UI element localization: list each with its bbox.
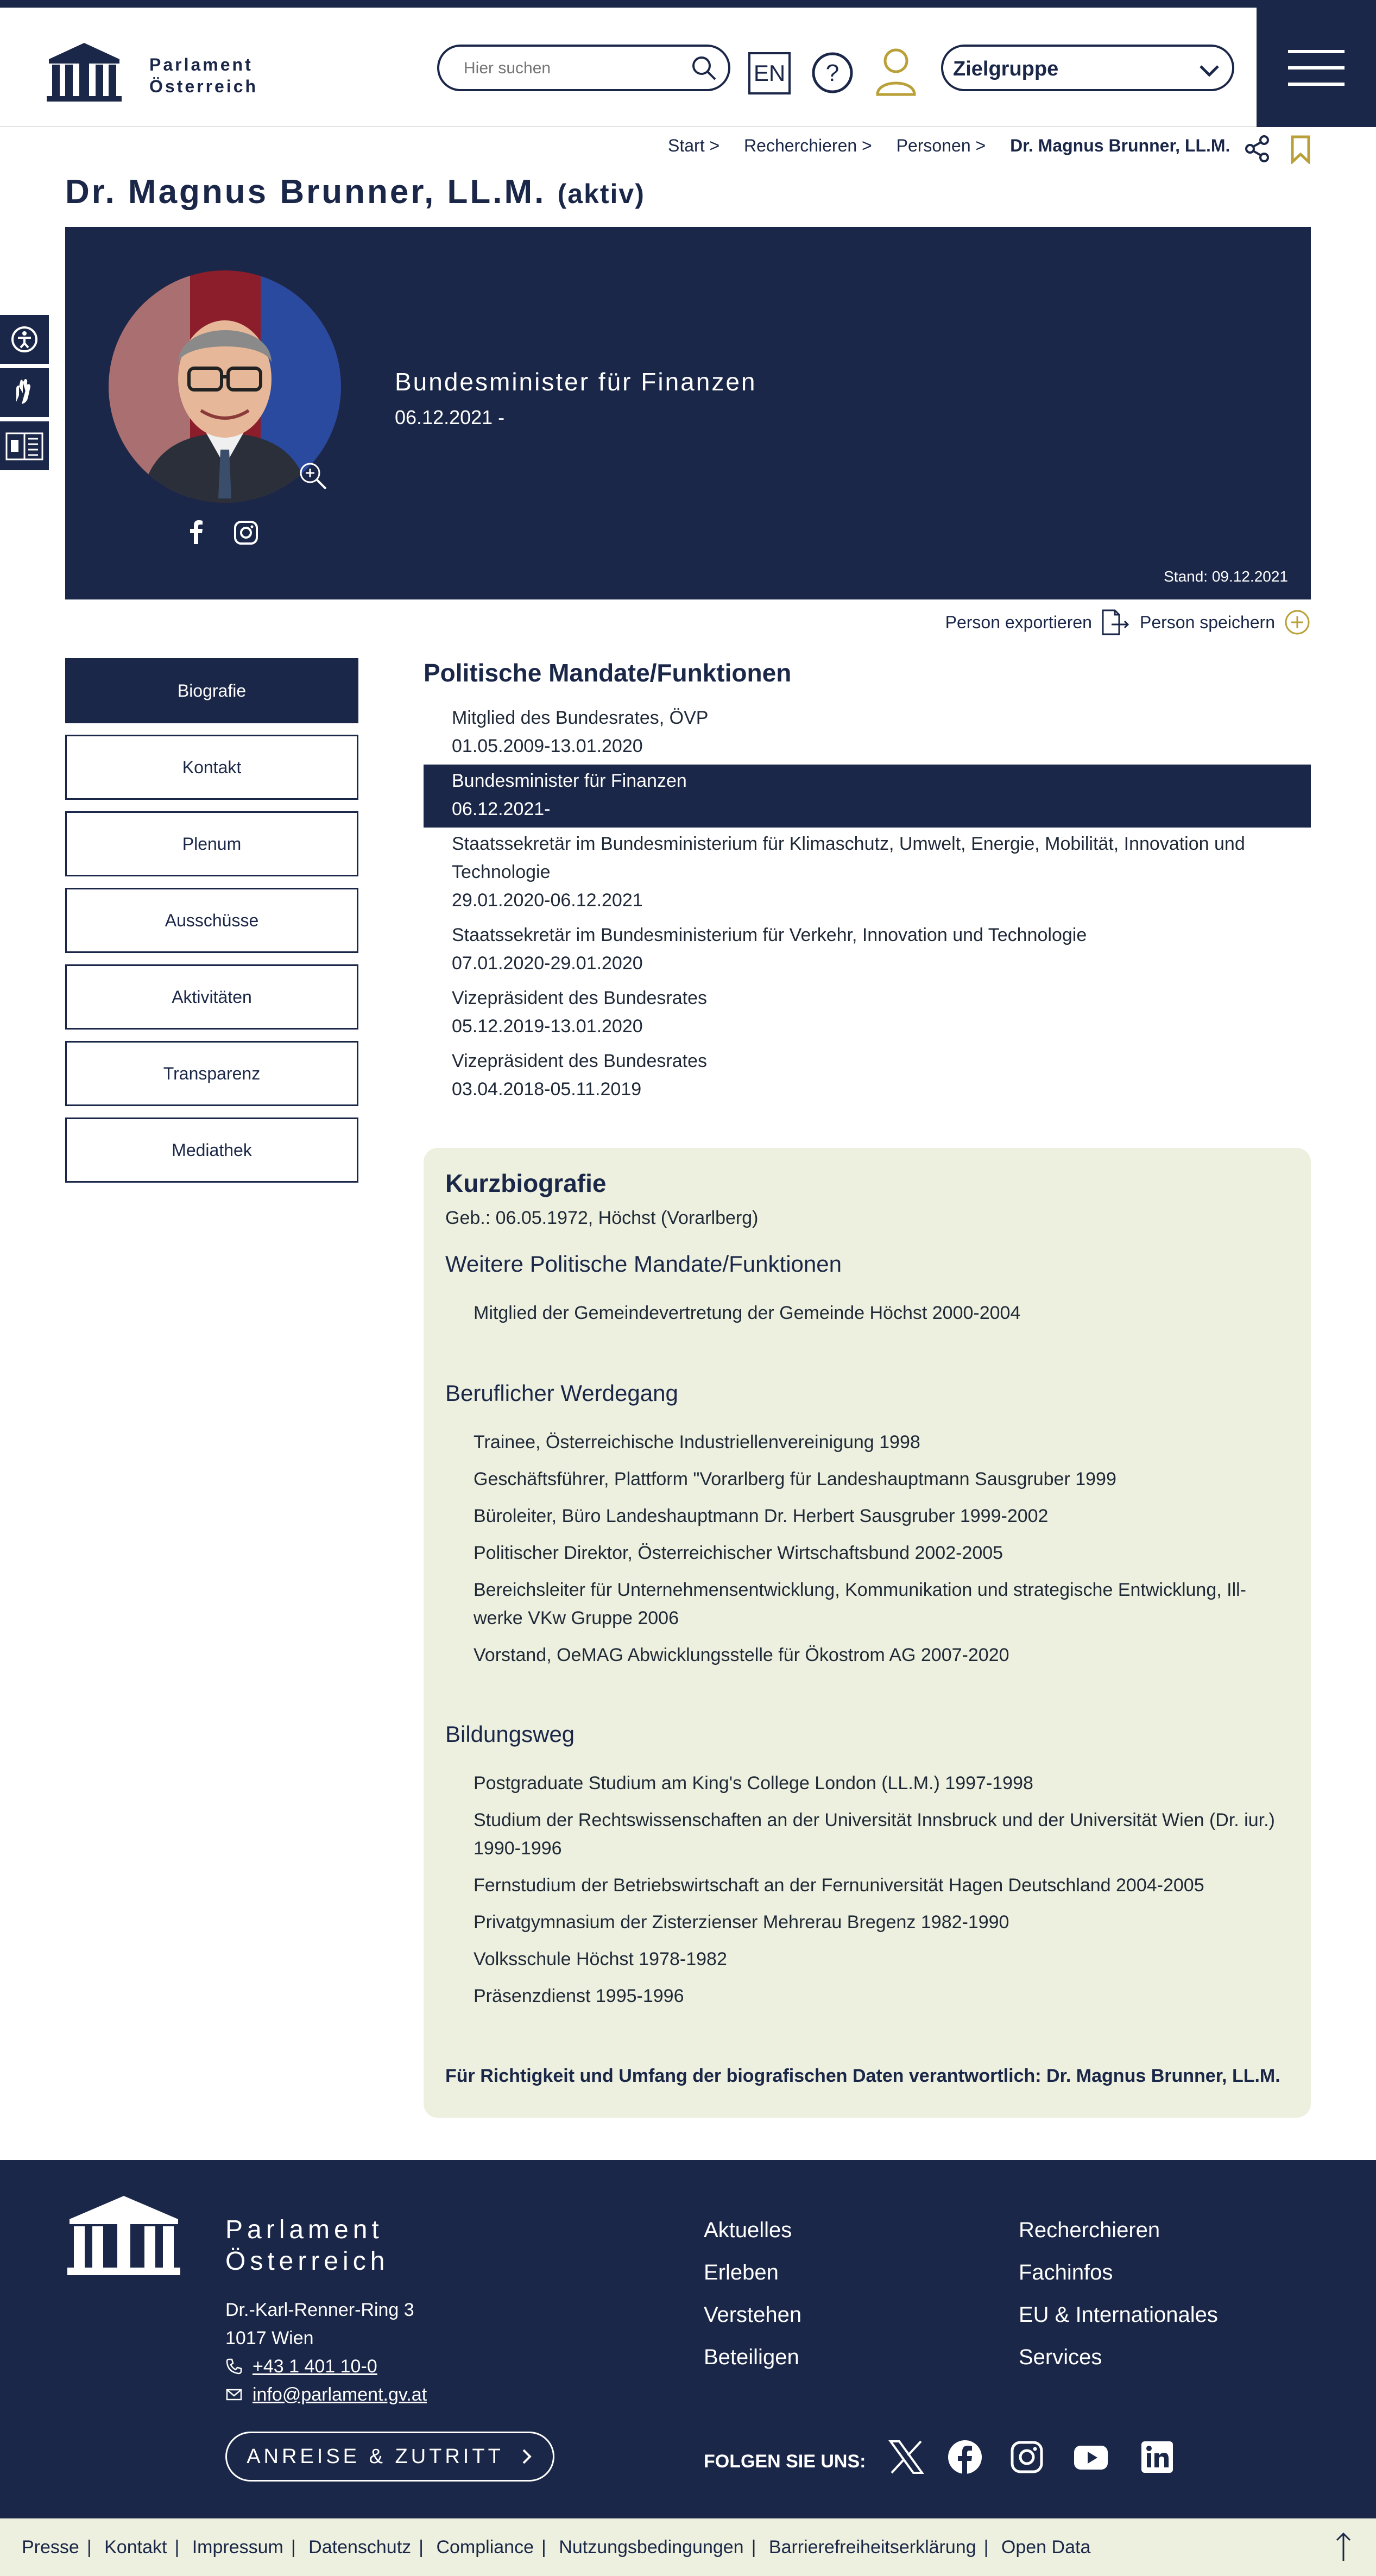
parliament-logo[interactable] (43, 37, 125, 103)
add-circle-icon[interactable] (1284, 609, 1311, 636)
chevron-right-icon (520, 2448, 533, 2465)
top-accent-line (0, 0, 1376, 8)
list-item: Vorstand, OeMAG Abwicklungsstelle für Ökostrom AG 2007-2020 (474, 1645, 1009, 1665)
save-person-button[interactable]: Person speichern (1139, 612, 1275, 632)
phone-link[interactable]: +43 1 401 10-0 (253, 2356, 377, 2377)
logo-text: Parlament Österreich (149, 55, 258, 96)
hero-role: Bundesminister für Finanzen (395, 368, 757, 396)
footer-link-fachinfos[interactable]: Fachinfos (1019, 2261, 1113, 2284)
search-box[interactable] (437, 45, 730, 91)
list-item: Büroleiter, Büro Landeshauptmann Dr. Herbert Sausgruber 1999-2002 (474, 1506, 1049, 1526)
list-item: Mitglied des Bundesrates, ÖVP 01.05.2009-13.01.2020 (452, 708, 709, 756)
sign-language-button[interactable] (0, 368, 49, 417)
language-button[interactable]: EN (748, 52, 791, 94)
list-item: Postgraduate Studium am King's College London (LL.M.) 1997-1998 (474, 1773, 1033, 1794)
zielgruppe-label: Zielgruppe (953, 58, 1059, 80)
legal-link-datenschutz[interactable]: Datenschutz (308, 2537, 412, 2558)
list-item: Politischer Direktor, Österreichischer Wirtschaftsbund 2002-2005 (474, 1543, 1003, 1563)
list-item-active: Bundesminister für Finanzen 06.12.2021- (424, 765, 1311, 828)
instagram-icon[interactable] (1009, 2439, 1045, 2475)
sign-language-icon (0, 368, 49, 417)
beruf-list (474, 1428, 1277, 1678)
footer-link-eu-internationales[interactable]: EU & Internationales (1019, 2303, 1218, 2327)
list-item: Präsenzdienst 1995-1996 (474, 1986, 684, 2006)
person-actions (945, 608, 1311, 636)
anreise-button[interactable]: ANREISE & ZUTRITT (225, 2432, 554, 2482)
list-item: Privatgymnasium der Zisterzienser Mehrerau Bregenz 1982-1990 (474, 1912, 1009, 1933)
footer-link-verstehen[interactable]: Verstehen (704, 2303, 802, 2327)
weitere-list (474, 1299, 1277, 1336)
list-item: Volksschule Höchst 1978-1982 (474, 1949, 727, 1969)
export-icon[interactable] (1101, 608, 1131, 636)
list-item: Vizepräsident des Bundesrates 03.04.2018-05.11.2019 (452, 1051, 708, 1100)
legal-bar (0, 2518, 1376, 2576)
nav-item-ausschuesse[interactable]: Ausschüsse (65, 888, 358, 953)
linkedin-icon[interactable] (1139, 2439, 1175, 2475)
mail-icon (225, 2386, 243, 2403)
mandates-title: Politische Mandate/Funktionen (424, 659, 792, 687)
svg-text:?: ? (825, 60, 840, 86)
follow-label: FOLGEN SIE UNS: (704, 2451, 866, 2472)
person-hero (65, 227, 1311, 599)
legal-link-impressum[interactable]: Impressum (192, 2537, 283, 2558)
youtube-icon[interactable] (1073, 2439, 1109, 2475)
arrow-up-icon[interactable] (1333, 2530, 1354, 2563)
bildung-list (474, 1769, 1277, 2019)
bildung-title: Bildungsweg (445, 1721, 575, 1747)
nav-item-transparenz[interactable]: Transparenz (65, 1041, 358, 1106)
footer-links-col2 (1019, 2209, 1218, 2378)
footer-parliament-logo[interactable] (65, 2192, 182, 2276)
search-icon[interactable] (690, 54, 718, 83)
breadcrumb-item-recherchieren[interactable]: Recherchieren > (744, 136, 872, 155)
chevron-down-icon (1196, 58, 1222, 84)
menu-button[interactable] (1257, 8, 1376, 127)
status-badge: (aktiv) (557, 179, 645, 209)
share-icon[interactable] (1245, 135, 1270, 163)
bio-title: Kurzbiografie (445, 1169, 607, 1197)
breadcrumb-current: Dr. Magnus Brunner, LL.M. (1010, 136, 1230, 155)
footer-link-recherchieren[interactable]: Recherchieren (1019, 2218, 1160, 2242)
responsibility-note: Für Richtigkeit und Umfang der biografischen Daten verantwortlich: Dr. Magnus Brunner, LL.M. (445, 2066, 1280, 2086)
list-item: Staatssekretär im Bundesministerium für Klimaschutz, Umwelt, Energie, Mobilität, Innovation und Technologie 29.01.2020-06.12.2021 (452, 834, 1245, 911)
easy-language-icon (0, 421, 49, 470)
footer-link-aktuelles[interactable]: Aktuelles (704, 2218, 792, 2242)
facebook-icon[interactable] (947, 2439, 983, 2475)
nav-item-biografie[interactable]: Biografie (65, 658, 358, 723)
zielgruppe-select[interactable] (941, 45, 1234, 91)
weitere-title: Weitere Politische Mandate/Funktionen (445, 1251, 842, 1277)
legal-link-compliance[interactable]: Compliance (436, 2537, 534, 2558)
list-item: Mitglied der Gemeindevertretung der Gemeinde Höchst 2000-2004 (474, 1303, 1021, 1323)
legal-links: Presse | Kontakt | Impressum | Datenschutz | Compliance | Nutzungsbedingungen | Barrierefreiheitserklärung | Open Data (22, 2537, 1091, 2558)
nav-item-plenum[interactable]: Plenum (65, 811, 358, 876)
list-item: Staatssekretär im Bundesministerium für Verkehr, Innovation und Technologie 07.01.2020-29.01.2020 (452, 925, 1087, 974)
nav-item-aktivitaeten[interactable]: Aktivitäten (65, 964, 358, 1030)
list-item: Fernstudium der Betriebswirtschaft an der Fernuniversität Hagen Deutschland 2004-2005 (474, 1875, 1204, 1896)
list-item: Bereichsleiter für Unternehmensentwicklung, Kommunikation und strategische Entwicklung, Ill-werke VKw Gruppe 2006 (474, 1580, 1247, 1628)
search-input[interactable] (464, 58, 681, 79)
breadcrumb-item-personen[interactable]: Personen > (896, 136, 986, 155)
legal-link-open-data[interactable]: Open Data (1001, 2537, 1091, 2558)
user-icon[interactable] (874, 47, 918, 97)
kurzbiografie-box (424, 1148, 1311, 2118)
email-link[interactable]: info@parlament.gv.at (253, 2384, 427, 2405)
footer-address: Dr.-Karl-Renner-Ring 3 1017 Wien +43 1 401 10-0 info@parlament.gv.at (225, 2296, 427, 2409)
stand-date: Stand: 09.12.2021 (1164, 568, 1288, 585)
site-footer (0, 2160, 1376, 2518)
help-icon[interactable] (811, 51, 854, 94)
footer-link-erleben[interactable]: Erleben (704, 2261, 779, 2284)
instagram-icon[interactable] (233, 520, 258, 545)
legal-link-kontakt[interactable]: Kontakt (104, 2537, 167, 2558)
footer-link-beteiligen[interactable]: Beteiligen (704, 2345, 799, 2369)
page-title: Dr. Magnus Brunner, LL.M. (aktiv) (65, 173, 645, 211)
nav-item-kontakt[interactable]: Kontakt (65, 735, 358, 800)
footer-link-services[interactable]: Services (1019, 2345, 1102, 2369)
nav-item-mediathek[interactable]: Mediathek (65, 1117, 358, 1183)
list-item: Vizepräsident des Bundesrates 05.12.2019-13.01.2020 (452, 988, 708, 1037)
breadcrumb (668, 136, 1249, 156)
export-person-button[interactable]: Person exportieren (945, 612, 1092, 632)
legal-link-nutzungsbedingungen[interactable]: Nutzungsbedingungen (559, 2537, 744, 2558)
hero-role-date: 06.12.2021 - (395, 406, 505, 428)
birth-info: Geb.: 06.05.1972, Höchst (Vorarlberg) (445, 1208, 759, 1228)
beruf-title: Beruflicher Werdegang (445, 1380, 678, 1406)
list-item: Studium der Rechtswissenschaften an der Universität Innsbruck und der Universität Wien (Dr. iur.) 1990-1996 (474, 1810, 1275, 1859)
x-icon[interactable] (888, 2439, 924, 2475)
accessibility-button[interactable] (0, 315, 49, 364)
zoom-icon[interactable] (298, 460, 328, 491)
site-header (0, 8, 1376, 127)
footer-name: Parlament Österreich (225, 2215, 389, 2276)
mandates-list (424, 702, 1311, 1108)
phone-icon (225, 2358, 243, 2375)
list-item: Trainee, Österreichische Industriellenvereinigung 1998 (474, 1432, 920, 1453)
accessibility-icon (0, 315, 49, 364)
footer-links-col1 (704, 2209, 801, 2378)
list-item: Geschäftsführer, Plattform "Vorarlberg für Landeshauptmann Sausgruber 1999 (474, 1469, 1116, 1489)
facebook-icon[interactable] (185, 520, 209, 544)
breadcrumb-item-start[interactable]: Start > (668, 136, 720, 155)
bookmark-icon[interactable] (1290, 135, 1311, 164)
legal-link-presse[interactable]: Presse (22, 2537, 79, 2558)
easy-language-button[interactable] (0, 421, 49, 470)
legal-link-barrierefreiheit[interactable]: Barrierefreiheitserklärung (768, 2537, 976, 2558)
